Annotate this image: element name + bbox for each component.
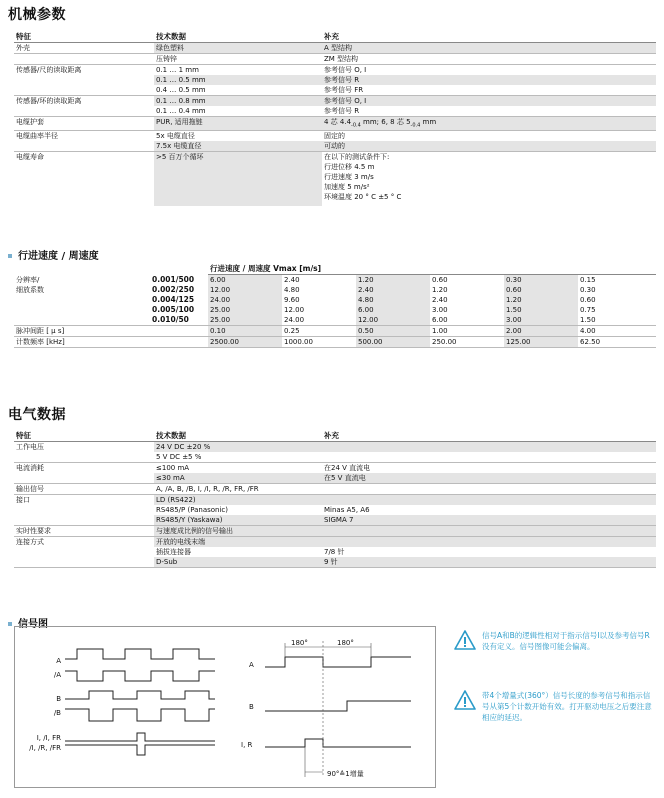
resolution-cell: 0.005/100 bbox=[152, 305, 195, 314]
header-feature: 特征 bbox=[14, 431, 154, 442]
feature-cell bbox=[14, 85, 154, 96]
extra-cell: 固定的 bbox=[324, 132, 345, 141]
tech-cell: 0.1 … 0.8 mm bbox=[154, 96, 322, 107]
extra-cell bbox=[322, 495, 656, 506]
resolution-cell: 0.004/125 bbox=[152, 295, 195, 304]
speed-value-cell: 24.00 bbox=[208, 295, 282, 305]
right-label-i: I, R bbox=[241, 741, 253, 749]
extra-cell: 参考信号 R bbox=[322, 106, 656, 117]
extra-cell: Minas A5, A6 bbox=[324, 506, 370, 514]
speed-value-cell: 1.20 bbox=[356, 275, 430, 286]
speed-value-cell: 9.60 bbox=[284, 296, 300, 304]
left-label-not-b: /B bbox=[53, 709, 61, 717]
pulse-row-value: 0.50 bbox=[356, 326, 430, 337]
table-row bbox=[14, 505, 656, 515]
increment-label: 90°≙1增量 bbox=[327, 770, 364, 778]
speed-value-cell: 0.60 bbox=[504, 285, 578, 295]
table-row bbox=[14, 131, 656, 142]
extra-cell bbox=[322, 526, 656, 537]
freq-row-value: 250.00 bbox=[430, 337, 504, 348]
right-label-a: A bbox=[249, 661, 254, 669]
speed-title bbox=[8, 247, 99, 262]
tech-cell: ≤30 mA bbox=[154, 473, 322, 484]
table-row bbox=[14, 85, 656, 96]
table-row bbox=[14, 537, 656, 548]
extra-cell bbox=[322, 537, 656, 548]
feature-cell bbox=[14, 141, 154, 152]
speed-title-text: 行进速度 / 周速度 bbox=[18, 251, 99, 262]
pulse-row-value: 2.00 bbox=[504, 326, 578, 337]
wave-right-a bbox=[265, 657, 411, 667]
freq-row-value: 62.50 bbox=[578, 337, 656, 348]
left-label-a: A bbox=[56, 657, 61, 665]
speed-value-cell: 12.00 bbox=[356, 315, 430, 326]
speed-value-cell: 0.60 bbox=[580, 296, 596, 304]
speed-value-cell: 6.00 bbox=[208, 275, 282, 286]
pulse-row-value: 4.00 bbox=[578, 326, 656, 337]
table-row bbox=[14, 452, 656, 463]
extra-cell: 参考信号 O, I bbox=[322, 96, 656, 107]
speed-value-cell: 1.50 bbox=[504, 305, 578, 315]
feature-cell: 接口 bbox=[16, 496, 30, 504]
elec-table bbox=[14, 431, 656, 568]
tech-cell: 开放的电线末端 bbox=[154, 537, 322, 548]
left-label-not-a: /A bbox=[53, 671, 61, 679]
freq-row-value: 125.00 bbox=[504, 337, 578, 348]
wave-not-b bbox=[65, 709, 215, 721]
feature-cell: 工作电压 bbox=[16, 443, 44, 451]
speed-value-cell: 3.00 bbox=[432, 306, 448, 314]
speed-value-cell: 1.20 bbox=[432, 286, 448, 294]
extra-cell: ZM 型结构 bbox=[322, 54, 656, 65]
deg-label-2: 180° bbox=[337, 639, 354, 647]
wave-not-i bbox=[65, 745, 215, 755]
table-row bbox=[14, 495, 656, 506]
table-row bbox=[14, 526, 656, 537]
speed-value-cell: 12.00 bbox=[284, 306, 305, 314]
freq-row-value: 1000.00 bbox=[282, 337, 356, 348]
tech-cell: PUR, 适用拖链 bbox=[154, 117, 322, 131]
wave-i bbox=[65, 733, 215, 741]
extra-cell bbox=[322, 152, 656, 207]
table-row bbox=[14, 275, 656, 286]
right-label-b: B bbox=[249, 703, 254, 711]
feature-cell bbox=[14, 473, 154, 484]
mech-table bbox=[14, 32, 656, 206]
tech-cell: 5x 电缆直径 bbox=[156, 132, 195, 141]
resolution-group-cell bbox=[14, 275, 150, 326]
extra-cell: 参考信号 R bbox=[322, 75, 656, 85]
speed-value-cell: 12.00 bbox=[208, 285, 282, 295]
wave-b bbox=[65, 691, 215, 699]
note-2-text: 带4个增量式(360°）信号长度的参考信号和指示信号从第5个计数开始有效。打开驱动电压之后要注意相应的延迟。 bbox=[482, 691, 652, 722]
freq-row-value: 500.00 bbox=[356, 337, 430, 348]
feature-cell bbox=[14, 452, 154, 463]
empty-cell bbox=[150, 337, 208, 348]
table-row bbox=[14, 43, 656, 54]
condition-accel: 加速度 5 m/s² bbox=[324, 183, 370, 192]
speed-value-cell: 0.30 bbox=[580, 286, 596, 294]
speed-value-cell: 2.40 bbox=[432, 296, 448, 304]
group-label-1: 分辨率/ bbox=[16, 275, 40, 284]
tech-cell: 24 V DC ±20 % bbox=[154, 442, 322, 453]
wave-a bbox=[65, 649, 215, 659]
tech-cell: 插拔连接器 bbox=[156, 548, 191, 556]
feature-cell bbox=[14, 515, 154, 526]
freq-row bbox=[14, 337, 656, 348]
signal-title-text: 信号图 bbox=[18, 619, 48, 630]
tech-cell: >5 百万个循环 bbox=[154, 152, 322, 207]
speed-value-cell: 3.00 bbox=[504, 315, 578, 326]
elec-title: 电气数据 bbox=[8, 407, 66, 423]
table-row bbox=[14, 557, 656, 568]
bullet-square-icon bbox=[8, 622, 12, 626]
feature-cell bbox=[14, 75, 154, 85]
resolution-cell: 0.002/250 bbox=[152, 285, 195, 294]
speed-value-cell: 1.50 bbox=[578, 315, 656, 326]
signal-waveforms bbox=[15, 627, 435, 787]
tech-cell: LD (RS422) bbox=[154, 495, 322, 506]
freq-row-label: 计数频率 [kHz] bbox=[14, 337, 150, 348]
feature-cell bbox=[14, 505, 154, 515]
left-label-i: I, /I, FR bbox=[36, 734, 61, 742]
tech-cell: 5 V DC ±5 % bbox=[154, 452, 322, 463]
extra-cell: 参考信号 O, I bbox=[324, 66, 367, 74]
table-row bbox=[14, 484, 656, 495]
cable-life-intro: 在以下的测试条件下: bbox=[324, 153, 390, 162]
speed-header: 行进速度 / 周速度 Vmax [m/s] bbox=[208, 264, 656, 275]
feature-cell: 电缆寿命 bbox=[16, 153, 44, 162]
signal-diagram bbox=[14, 626, 436, 788]
speed-table bbox=[14, 264, 656, 348]
speed-value-cell: 6.00 bbox=[430, 315, 504, 326]
left-label-b: B bbox=[56, 695, 61, 703]
tech-cell: 0.1 … 0.5 mm bbox=[154, 75, 322, 85]
header-extra: 补充 bbox=[322, 32, 656, 43]
extra-cell: 在24 V 直流电 bbox=[324, 464, 371, 472]
table-row bbox=[14, 442, 656, 453]
extra-cell: 9 针 bbox=[322, 557, 656, 568]
tech-cell: 7.5x 电缆直径 bbox=[154, 141, 322, 152]
extra-cell bbox=[322, 442, 656, 453]
tech-cell: A, /A, B, /B, I, /I, R, /R, FR, /FR bbox=[154, 484, 322, 495]
resolution-cell: 0.001/500 bbox=[152, 274, 195, 284]
table-row bbox=[14, 141, 656, 152]
table-row bbox=[14, 473, 656, 484]
condition-speed: 行进速度 3 m/s bbox=[324, 173, 374, 182]
pulse-row-value: 0.25 bbox=[282, 326, 356, 337]
speed-value-cell: 2.40 bbox=[356, 285, 430, 295]
tech-cell: 0.1 … 0.4 mm bbox=[154, 106, 322, 117]
table-row bbox=[14, 117, 656, 131]
speed-value-cell: 0.15 bbox=[580, 276, 596, 284]
pulse-row-label: 脉冲间距 [ μ s] bbox=[14, 326, 150, 337]
feature-cell: 连接方式 bbox=[16, 538, 44, 546]
speed-value-cell: 25.00 bbox=[208, 315, 282, 326]
extra-cell: SIGMA 7 bbox=[322, 515, 656, 526]
condition-temp: 环境温度 20 ° C ±5 ° C bbox=[324, 193, 402, 202]
extra-cell bbox=[322, 452, 656, 463]
speed-value-cell: 4.80 bbox=[284, 286, 300, 294]
extra-cell: 可动的 bbox=[322, 141, 656, 152]
feature-cell: 电流消耗 bbox=[16, 464, 44, 472]
feature-cell: 传感器/环的读取距离 bbox=[16, 97, 82, 105]
table-row bbox=[14, 106, 656, 117]
wave-right-i bbox=[265, 739, 411, 747]
warning-icon bbox=[454, 630, 476, 650]
table-row bbox=[14, 463, 656, 474]
header-tech: 技术数据 bbox=[154, 32, 322, 43]
group-label-2: 细放系数 bbox=[16, 285, 44, 294]
deg-label-1: 180° bbox=[291, 639, 308, 647]
tech-cell: D-Sub bbox=[154, 557, 322, 568]
resolution-cell: 0.010/50 bbox=[150, 315, 208, 326]
speed-value-cell: 0.75 bbox=[580, 306, 596, 314]
tech-cell: 压铸锌 bbox=[154, 54, 322, 65]
feature-cell: 电缆曲率半径 bbox=[16, 132, 58, 141]
tech-cell: 0.4 … 0.5 mm bbox=[154, 85, 322, 96]
tech-cell: 0.1 … 1 mm bbox=[156, 66, 199, 74]
feature-cell bbox=[14, 547, 154, 557]
table-row bbox=[14, 75, 656, 85]
extra-cell: 4 芯 $4.4_{-0.4}$ mm; 6, 8 芯 $5_{-0.4}$ mm bbox=[322, 117, 656, 131]
table-row bbox=[14, 96, 656, 107]
header-tech: 技术数据 bbox=[154, 431, 322, 442]
mech-title: 机械参数 bbox=[8, 7, 66, 23]
pulse-row-value: 1.00 bbox=[430, 326, 504, 337]
warning-icon bbox=[454, 690, 476, 710]
table-row bbox=[14, 547, 656, 557]
pulse-row-value: 0.10 bbox=[208, 326, 282, 337]
extra-cell: A 型结构 bbox=[322, 43, 656, 54]
note-1-text: 信号A和B的逻辑性相对于指示信号I以及参考信号R没有定义。信号图像可能会偏离。 bbox=[482, 631, 650, 651]
pulse-row bbox=[14, 326, 656, 337]
speed-value-cell: 4.80 bbox=[356, 295, 430, 305]
table-row bbox=[14, 65, 656, 76]
feature-cell bbox=[14, 557, 154, 568]
note-1 bbox=[454, 630, 654, 670]
tech-cell: RS485/Y (Yaskawa) bbox=[154, 515, 322, 526]
tech-cell: 绿色塑料 bbox=[154, 43, 322, 54]
speed-value-cell: 6.00 bbox=[356, 305, 430, 315]
table-row bbox=[14, 54, 656, 65]
speed-value-cell: 25.00 bbox=[208, 305, 282, 315]
feature-cell bbox=[14, 106, 154, 117]
tech-cell: 与速度成比例的信号输出 bbox=[154, 526, 322, 537]
speed-value-cell: 0.60 bbox=[432, 276, 448, 284]
feature-cell: 传感器/尺的读取距离 bbox=[16, 66, 82, 74]
extra-cell: 参考信号 FR bbox=[322, 85, 656, 96]
tech-cell: RS485/P (Panasonic) bbox=[156, 506, 229, 514]
extra-cell: 在5 V 直流电 bbox=[322, 473, 656, 484]
header-extra: 补充 bbox=[322, 431, 656, 442]
empty-cell bbox=[150, 326, 208, 337]
table-row bbox=[14, 515, 656, 526]
bullet-square-icon bbox=[8, 254, 12, 258]
left-label-not-i: /I, /R, /FR bbox=[29, 744, 61, 752]
feature-cell: 输出信号 bbox=[14, 484, 154, 495]
wave-not-a bbox=[65, 671, 215, 681]
condition-travel: 行进位移 4.5 m bbox=[324, 163, 375, 172]
speed-value-cell: 1.20 bbox=[504, 295, 578, 305]
feature-cell: 实时性要求 bbox=[14, 526, 154, 537]
speed-value-cell: 2.40 bbox=[284, 276, 300, 284]
extra-cell bbox=[322, 484, 656, 495]
note-2 bbox=[454, 690, 654, 740]
feature-cell bbox=[14, 54, 154, 65]
feature-cell: 外壳 bbox=[14, 43, 154, 54]
tech-cell: ≤100 mA bbox=[156, 464, 190, 472]
wave-right-b bbox=[265, 701, 411, 711]
extra-cell: 7/8 针 bbox=[324, 548, 345, 556]
speed-value-cell: 24.00 bbox=[282, 315, 356, 326]
freq-row-value: 2500.00 bbox=[208, 337, 282, 348]
feature-cell: 电缆护套 bbox=[14, 117, 154, 131]
table-row bbox=[14, 152, 656, 207]
header-feature: 特征 bbox=[14, 32, 154, 43]
speed-value-cell: 0.30 bbox=[504, 275, 578, 286]
